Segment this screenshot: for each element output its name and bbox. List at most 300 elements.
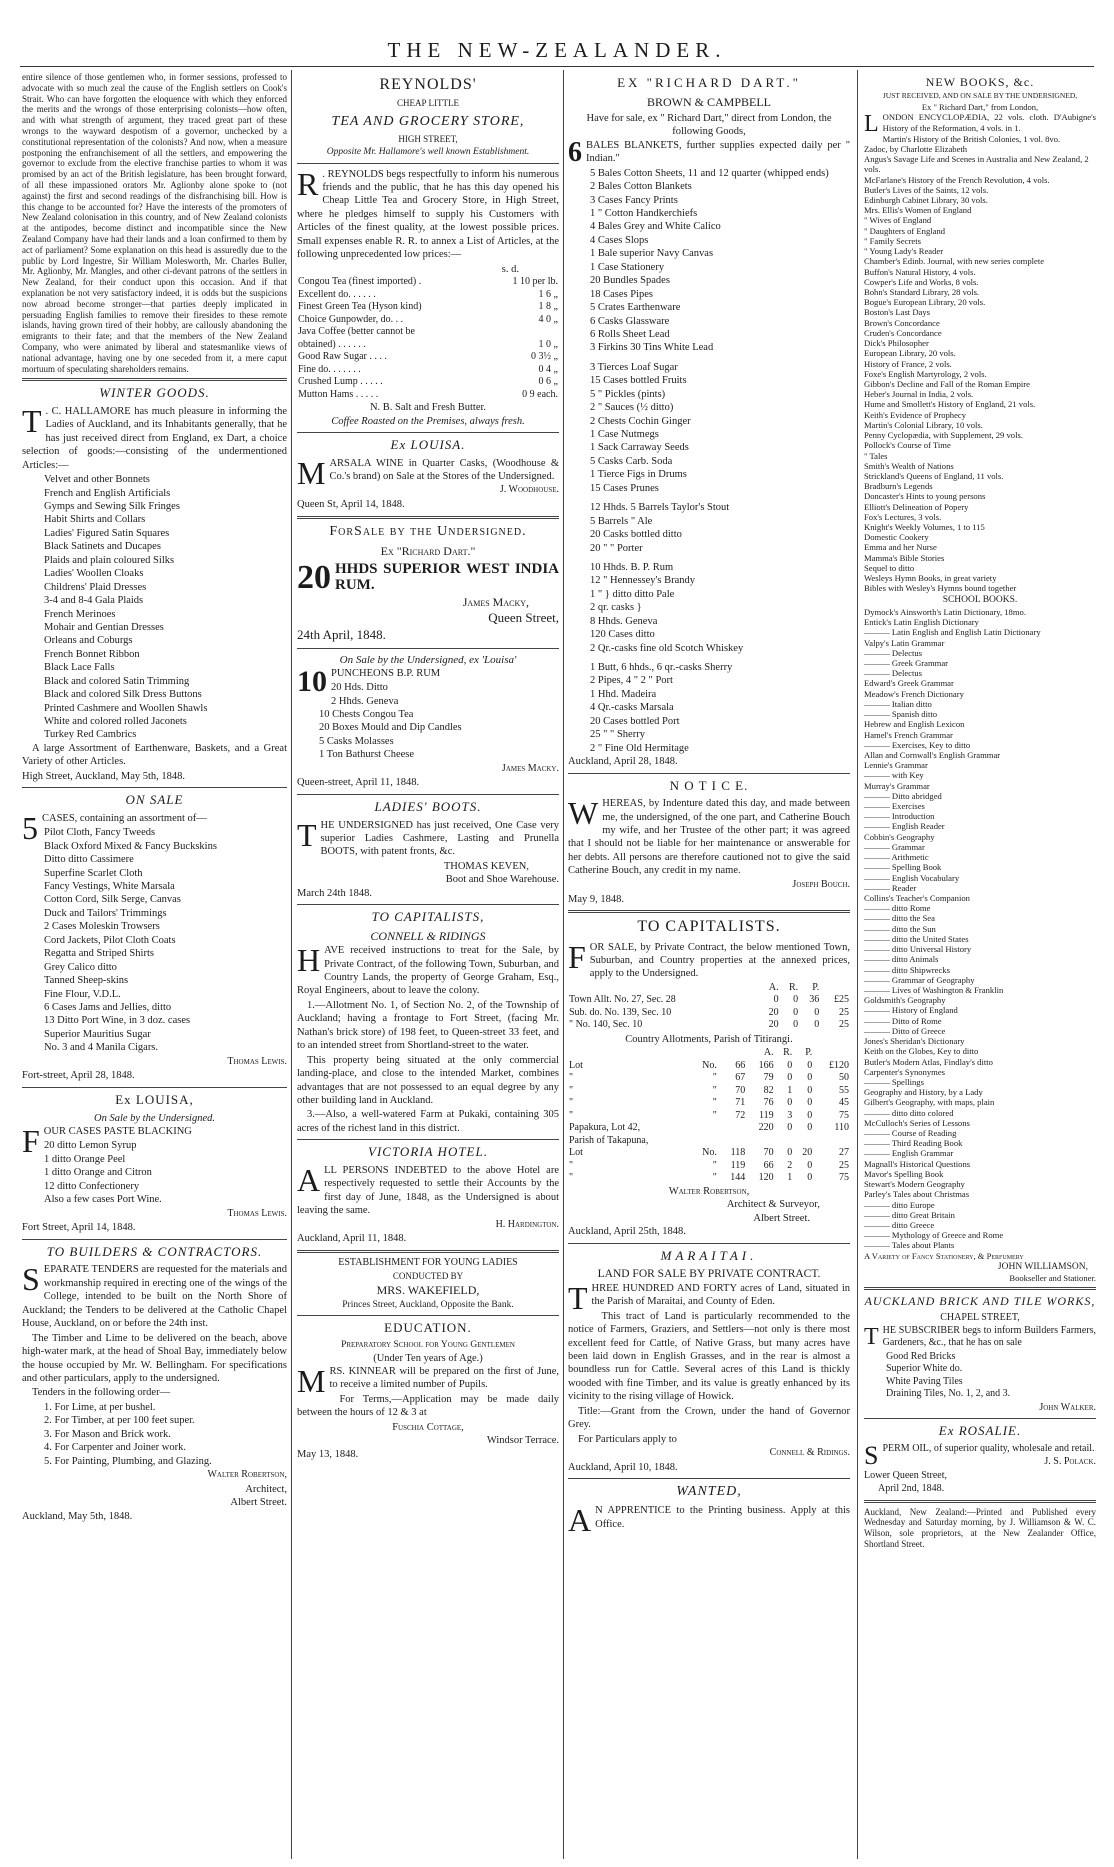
divider	[22, 378, 287, 381]
ad-text: BALES BLANKETS, further supplies expected daily per " Indian."	[586, 139, 850, 165]
list-item: Butler's Lives of the Saints, 12 vols.	[864, 184, 989, 195]
list-item: Superfine Scarlet Cloth	[44, 867, 143, 879]
list-item: Orleans and Coburgs	[44, 635, 133, 647]
list-item: Cowper's Life and Works, 8 vols.	[864, 276, 979, 287]
divider	[297, 516, 559, 519]
ad-firm: BROWN & CAMPBELL	[646, 94, 771, 109]
list-item: 8 Hhds. Geneva	[590, 615, 658, 627]
list-item: Fine Flour, V.D.L.	[44, 988, 121, 1000]
list-item: ——— Spelling Book	[864, 862, 942, 873]
list-item: Mavor's Spelling Book	[864, 1168, 944, 1179]
list-item: Foxe's English Martyrology, 2 vols.	[864, 368, 987, 379]
drop-cap: M	[297, 454, 326, 491]
maraitai-ad	[568, 1248, 850, 1475]
price-cell: 4 0 „	[538, 313, 558, 325]
list-item: Mohair and Gentian Dresses	[44, 621, 164, 633]
list-item: ——— with Key	[864, 770, 924, 781]
ad-text: CASES, containing an assortment of—	[42, 812, 207, 824]
ad-text: ARSALA WINE in Quarter Casks, (Woodhouse & Co.'s brand) on Sale at the Stores of the Undersigned.	[329, 457, 559, 482]
drop-cap: T	[297, 816, 317, 853]
ad-heading: TO CAPITALISTS,	[371, 909, 485, 925]
ad-heading: LADIES' BOOTS.	[374, 798, 482, 814]
table-cell: 50	[839, 1072, 849, 1084]
imprint: Auckland, New Zealand:—Printed and Published every Wednesday and Saturday morning, by J. Williamson & W. C. Wilson, sole proprietors, at the New Zealander Office, Shortland Street.	[864, 1506, 1096, 1550]
table-cell	[690, 1122, 718, 1135]
table-cell: 0	[807, 1159, 813, 1171]
signature: Connell & Ridings.	[769, 1447, 850, 1459]
ad-heading: NEW BOOKS, &c.	[925, 75, 1035, 89]
hotel-ad	[297, 1144, 559, 1246]
list-item: ——— Latin English and English Latin Dictionary	[864, 627, 1041, 638]
list-item: ——— ditto Europe	[864, 1199, 935, 1210]
item-cell: Good Raw Sugar . . . .	[298, 351, 387, 363]
table-cell: 20	[768, 1019, 779, 1031]
list-item: McCulloch's Series of Lessons	[864, 1117, 970, 1128]
ad-text: HE UNDERSIGNED has just received, One Case very superior Ladies Cashmere, Lasting and Prunella BOOTS, with patent fronts, &c.	[320, 819, 559, 858]
list-item: Gymps and Sewing Silk Fringes	[44, 501, 180, 512]
masthead: THE NEW-ZEALANDER.	[387, 38, 727, 62]
ad-subheading: CONNELL & RIDINGS	[370, 928, 486, 943]
list-item: " Tales	[864, 450, 888, 461]
divider	[864, 1287, 1096, 1290]
table-cell: 25	[839, 1019, 849, 1031]
item-list	[864, 134, 1096, 594]
ad-text: A Variety of Fancy Stationery, & Perfumery	[864, 1250, 1024, 1261]
list-item: Allan and Cornwall's English Grammar	[864, 749, 1001, 760]
ad-text: . C. HALLAMORE has much pleasure in informing the Ladies of Auckland, and its Inhabitants generally, that he has just received direct from England, ex Dart, a choice selection of goods:—consisting of the undermentioned Articles:—	[22, 405, 287, 471]
list-item: Doncaster's Hints to young persons	[864, 491, 986, 502]
list-item: 18 Cases Pipes	[590, 288, 653, 300]
list-item: Also a few cases Port Wine.	[44, 1194, 162, 1206]
ad-date: Queen St, April 14, 1848.	[297, 499, 405, 511]
divider	[568, 773, 850, 774]
list-item: Draining Tiles, No. 1, 2, and 3.	[886, 1388, 1011, 1400]
list-item: Knight's Weekly Volumes, 1 to 115	[864, 522, 985, 533]
boots-ad	[297, 799, 559, 900]
richard-dart-ad	[568, 75, 850, 769]
column-rule	[563, 70, 564, 1859]
list-item: Heber's Journal in India, 2 vols.	[864, 389, 974, 400]
list-item: Zadoc, by Charlotte Elizabeth	[864, 143, 968, 154]
table-cell: 0	[807, 1109, 813, 1121]
table-caption: Parish of Takapuna,	[569, 1134, 649, 1146]
louisa-rum-ad	[297, 653, 559, 790]
divider	[297, 432, 559, 433]
ad-heading: ON SALE	[125, 792, 184, 808]
list-item: 5 " Pickles (pints)	[590, 388, 666, 400]
list-item: 1 ditto Orange and Citron	[44, 1167, 152, 1179]
list-item: Edward's Greek Grammar	[864, 678, 954, 689]
list-item: ——— English Vocabulary	[864, 872, 960, 883]
divider	[22, 787, 287, 788]
ad-text: This tract of Land is particularly recommended to the notice of Farmers, Graziers, and Settlers—not only is there most excellent feed for Cattle, of Native Grass, but many acres have been laid down in English Grasses, and in the rear is almost a boundless run for Cattle. Several acres of this Land is thickly wooded with fine Timber, and its value is greatly enhanced by its vicinity to the rising village of Howick.	[568, 1310, 850, 1403]
table-row	[568, 1160, 850, 1173]
ad-date: Queen-street, April 11, 1848.	[297, 777, 420, 789]
list-item: McFarlane's History of the French Revolution, 4 vols.	[864, 174, 1050, 185]
masthead-rule	[20, 66, 1094, 67]
signature: JOHN WILLIAMSON,	[997, 1261, 1088, 1272]
table-row	[297, 364, 559, 377]
ad-address: Windsor Terrace.	[486, 1435, 559, 1447]
list-item: Keith on the Globes, Key to ditto	[864, 1046, 979, 1057]
list-item: 1 Case Nutmegs	[590, 429, 659, 441]
drop-cap: M	[297, 1362, 326, 1399]
divider	[864, 1418, 1096, 1419]
table-caption: Country Allotments, Parish of Titirangi.	[625, 1033, 793, 1045]
wanted-ad	[568, 1483, 850, 1539]
list-item: ——— Grammar	[864, 841, 925, 852]
divider	[297, 1139, 559, 1140]
table-cell: "	[712, 1084, 717, 1096]
signature: John Walker.	[1039, 1401, 1096, 1413]
list-item: Ladies' Woollen Cloaks	[44, 568, 144, 580]
ad-text: PUNCHEONS B.P. RUM	[331, 667, 441, 679]
table-cell: 70	[763, 1147, 774, 1159]
list-item: 1 " } ditto ditto Pale	[590, 588, 675, 600]
list-item: 1 Case Stationery	[590, 261, 665, 273]
list-item: Edinburgh Cabinet Library, 30 vols.	[864, 195, 988, 206]
item-list	[864, 1351, 1096, 1401]
table-cell: 0	[793, 994, 799, 1006]
builders-ad	[22, 1244, 287, 1523]
table-cell: 0	[787, 1147, 793, 1159]
table-row	[568, 1110, 850, 1123]
list-item: Superior White do.	[886, 1363, 963, 1375]
drop-cap: 5	[22, 809, 38, 846]
table-cell: 1	[787, 1084, 793, 1096]
ad-date: Auckland, April 11, 1848.	[297, 1233, 407, 1245]
list-item: ——— ditto Greece	[864, 1220, 935, 1230]
ad-heading: TO BUILDERS & CONTRACTORS.	[46, 1243, 263, 1259]
list-item: 2 " Fine Old Hermitage	[590, 742, 689, 754]
ad-heading: EDUCATION.	[384, 1319, 472, 1335]
ad-text: 1.—Allotment No. 1, of Section No. 2, of the Township of Auckland; having a frontage to Fort Street, (facing Mr. Nathan's brick store) of 198 feet, to Queen-street 33 feet, and to an intended street from Shortland-street to the water.	[297, 999, 559, 1052]
item-list	[864, 607, 1096, 1251]
item-list	[568, 561, 850, 655]
table-cell: 76	[763, 1097, 774, 1109]
signature-title: Architect & Surveyor,	[726, 1199, 820, 1211]
table-cell: 36	[809, 994, 820, 1006]
list-item: ——— Delectus	[864, 668, 922, 679]
item-cell: Fine do. . . . . . .	[298, 363, 361, 375]
list-item: Black Satinets and Ducapes	[44, 541, 161, 553]
ad-heading: On Sale by the Undersigned, ex 'Louisa'	[339, 653, 517, 666]
table-row	[568, 994, 850, 1007]
capitalists-ad	[297, 909, 559, 1135]
list-item: ——— ditto the Sea	[864, 913, 935, 924]
ad-subheading: JUST RECEIVED, AND ON SALE BY THE UNDERSIGNED,	[882, 91, 1078, 101]
list-item: Mamma's Bible Stories	[864, 552, 945, 563]
ad-heading: AUCKLAND BRICK AND TILE WORKS,	[864, 1294, 1096, 1309]
table-row	[568, 1147, 850, 1160]
divider	[864, 1500, 1096, 1503]
drop-cap: S	[864, 1440, 879, 1470]
list-item: ——— Tales about Plants	[864, 1240, 955, 1251]
list-item: 1 Tierce Figs in Drums	[590, 469, 687, 481]
list-item: 6 Casks Glassware	[590, 315, 670, 327]
ad-heading: ForSale by the Undersigned.	[329, 523, 527, 539]
list-item: Dick's Philosopher	[864, 338, 929, 349]
table-row	[568, 1085, 850, 1098]
price-table	[297, 276, 559, 401]
item-list	[22, 1401, 287, 1468]
property-table	[568, 982, 850, 1032]
table-row	[568, 1072, 850, 1085]
signature-street: Queen Street,	[488, 610, 559, 626]
drop-cap: 20	[297, 558, 331, 596]
list-item: ——— Greek Grammar	[864, 657, 948, 668]
table-cell: "	[712, 1159, 717, 1171]
table-cell: 71	[735, 1097, 746, 1109]
list-item: White Paving Tiles	[886, 1375, 963, 1387]
signature-street: Albert Street.	[230, 1497, 287, 1509]
ad-text: EPARATE TENDERS are requested for the materials and workmanship required in erecting one of the wings of the College, intended to be built on the North Shore of Auckland; the Tenders to be delivered at the Catholic Chapel House, Auckland, on or before the 24th inst.	[22, 1264, 287, 1330]
list-item: Entick's Latin English Dictionary	[864, 617, 979, 628]
list-item: Ditto ditto Cassimere	[44, 854, 134, 866]
list-item: White and colored rolled Jaconets	[44, 716, 187, 727]
list-item: Chamber's Edinb. Journal, with new series complete	[864, 256, 1045, 267]
list-item: Good Red Bricks	[886, 1350, 956, 1362]
list-item: Habit Shirts and Collars	[44, 514, 146, 526]
list-item: Black and colored Silk Dress Buttons	[44, 689, 202, 701]
table-cell: No.	[702, 1059, 717, 1071]
list-item: Martin's History of the British Colonies, 1 vol. 8vo.	[882, 133, 1061, 144]
table-cell: 0	[814, 1019, 820, 1031]
new-books-ad	[864, 75, 1096, 1283]
item-cell: Finest Green Tea (Hyson kind)	[298, 301, 422, 313]
ad-text: OR SALE, by Private Contract, the below mentioned Town, Suburban, and Country properties at the annexed prices, apply to the Undersigned.	[589, 941, 850, 980]
list-item: Smith's Wealth of Nations	[864, 460, 954, 471]
list-item: 3 Cases Fancy Prints	[590, 194, 678, 206]
signature-title: Boot and Shoe Warehouse.	[445, 874, 559, 886]
list-item: Gilbert's Geography, with maps, plain	[864, 1097, 995, 1108]
table-cell: 166	[758, 1059, 774, 1071]
list-item: Bohn's Standard Library, 28 vols.	[864, 287, 980, 298]
ad-text: This property being situated at the only commercial landing-place, and close to the intended Market, combines advantages that are not possessed to an equal degree by any other building land in Auckland.	[297, 1054, 559, 1106]
ad-heading: N O T I C E.	[669, 777, 749, 793]
list-item: 5 Casks Carb. Soda	[590, 455, 673, 467]
list-item: ——— Exercises, Key to ditto	[864, 739, 971, 750]
list-item: ——— Delectus	[864, 647, 922, 658]
ad-text: A large Assortment of Earthenware, Baskets, and a Great Variety of other Articles.	[22, 742, 287, 768]
table-cell: 79	[763, 1072, 774, 1084]
ad-text: For Particulars apply to	[578, 1433, 677, 1445]
ad-subheading: CONDUCTED BY	[392, 1270, 464, 1281]
rum-ad	[297, 523, 559, 644]
price-cell: 0 3½ „	[531, 351, 558, 363]
ad-text: HEREAS, by Indenture dated this day, and made between me, the undersigned, of the one part, and Catherine Bouch my wife, and her Trustee of the other part; it was agreed that I should not be liable for her maintenance or answerable for her debts. All persons are therefore cautioned not to give the said Catherine Bouch, any credit in my name.	[568, 798, 850, 877]
list-item: Pilot Cloth, Fancy Tweeds	[44, 827, 156, 839]
list-item: 10 Chests Congou Tea	[319, 708, 414, 720]
list-item: " Young Lady's Reader	[864, 246, 944, 257]
list-item: 5. For Painting, Plumbing, and Glazing.	[44, 1455, 212, 1467]
drop-cap: H	[297, 942, 321, 979]
list-item: 20 Cases bottled Port	[590, 715, 680, 727]
table-cell: 45	[839, 1097, 849, 1109]
list-item: Fancy Vestings, White Marsala	[44, 881, 175, 892]
list-item: 20 ditto Lemon Syrup	[44, 1140, 137, 1152]
list-item: Cobbin's Geography	[864, 831, 935, 842]
list-item: History of France, 2 vols.	[864, 358, 952, 369]
table-cell: 75	[839, 1109, 849, 1121]
capitalists-property-ad	[568, 917, 850, 1238]
table-row	[297, 376, 559, 389]
table-row	[297, 276, 559, 289]
price-cell: 0 6 „	[538, 376, 558, 388]
ad-subheading: Ex " Richard Dart," from London,	[921, 102, 1039, 113]
table-cell: "	[569, 1159, 574, 1171]
column-rule	[857, 70, 858, 1859]
list-item: ——— Ditto of Greece	[864, 1025, 946, 1036]
list-item: Black Oxford Mixed & Fancy Buckskins	[44, 840, 217, 852]
list-item: Elliott's Delineation of Popery	[864, 501, 969, 512]
table-cell: "	[569, 1097, 574, 1109]
ad-heading: WANTED,	[676, 1484, 742, 1500]
list-item: 1 Ton Bathurst Cheese	[319, 749, 415, 761]
list-item: French Merinoes	[44, 608, 116, 620]
price-cell: 1 6 „	[538, 288, 558, 300]
ad-subheading: Preparatory School for Young Gentlemen	[341, 1340, 515, 1351]
list-item: Fox's Lectures, 3 vols.	[864, 511, 942, 522]
table-cell: 110	[834, 1122, 849, 1134]
list-item: Jones's Sheridan's Dictionary	[864, 1036, 965, 1047]
signature: J. Woodhouse.	[499, 484, 559, 496]
drop-cap: 10	[297, 664, 327, 698]
property-table	[568, 1047, 850, 1185]
divider	[22, 1239, 287, 1240]
table-cell: 70	[735, 1084, 746, 1096]
ad-heading: MARAITAI.	[660, 1247, 758, 1263]
table-row	[568, 1019, 850, 1032]
item-cell: Excellent do. . . . . .	[298, 288, 376, 300]
item-cell: Congou Tea (finest imported) .	[298, 276, 422, 288]
table-cell: 0	[793, 1006, 799, 1018]
column-header: A.	[763, 1047, 774, 1059]
list-item: 5 Barrels " Ale	[590, 515, 653, 527]
signature-street: Albert Street.	[753, 1212, 810, 1224]
item-list	[22, 473, 287, 742]
list-item: 1 Sack Carraway Seeds	[590, 442, 689, 454]
list-item: Bradburn's Legends	[864, 481, 933, 492]
table-cell: 25	[839, 1006, 849, 1018]
price-header: s. d.	[501, 263, 519, 275]
ad-date: May 9, 1848.	[568, 893, 624, 905]
table-cell: " No. 140, Sec. 10	[569, 1019, 643, 1031]
list-item: 3 Firkins 30 Tins White Lead	[590, 342, 714, 354]
list-item: Magnall's Historical Questions	[864, 1158, 971, 1169]
list-item: Valpy's Latin Grammar	[864, 637, 945, 648]
list-item: 13 Ditto Port Wine, in 3 doz. cases	[44, 1015, 191, 1027]
item-list	[22, 1139, 287, 1206]
ad-address: High Street, Auckland, May 5th, 1848.	[22, 770, 186, 782]
table-row	[297, 326, 559, 339]
price-cell: 1 0 „	[538, 338, 558, 350]
list-item: Geography and History, by a Lady	[864, 1087, 983, 1098]
signature: Walter Robertson,	[668, 1185, 750, 1197]
list-item: Mrs. Ellis's Women of England	[864, 205, 972, 216]
list-item: 4 Bales Grey and White Calico	[590, 221, 721, 233]
list-item: Grey Calico ditto	[44, 961, 117, 973]
table-cell: 220	[758, 1122, 774, 1134]
table-row	[297, 314, 559, 327]
table-cell: 27	[839, 1147, 849, 1159]
list-item: Carpenter's Synonymes	[864, 1066, 946, 1077]
ad-location: Opposite Mr. Hallamore's well known Establishment.	[326, 147, 530, 158]
table-cell: "	[712, 1097, 717, 1109]
table-cell: 0	[773, 994, 779, 1006]
table-row	[568, 1060, 850, 1073]
drop-cap: F	[568, 938, 586, 975]
ad-text: Have for sale, ex " Richard Dart," direct from London, the following Goods,	[586, 112, 832, 138]
winter-goods-ad	[22, 385, 287, 783]
ad-subheading: Ex "Richard Dart."	[380, 543, 476, 558]
drop-cap: S	[22, 1261, 40, 1298]
table-cell: 20	[768, 1006, 779, 1018]
ad-heading: VICTORIA HOTEL.	[368, 1144, 488, 1160]
ad-text: The Timber and Lime to be delivered on the beach, above high-water mark, at the head of Shoal Bay, immediately below the house occupied by Mr. W. Bellingham. For specifications and other particulars, apply to the undersigned.	[22, 1332, 287, 1384]
table-row	[568, 1172, 850, 1185]
table-cell: No.	[702, 1147, 717, 1159]
list-item: ——— Ditto of Rome	[864, 1015, 942, 1026]
list-item: 12 ditto Confectionery	[44, 1180, 140, 1192]
list-item: 1 Bale superior Navy Canvas	[590, 248, 714, 260]
ad-heading: REYNOLDS'	[379, 76, 477, 93]
list-item: 2 Bales Cotton Blankets	[590, 181, 692, 193]
list-item: Meadow's French Dictionary	[864, 688, 964, 699]
ad-text: Tenders in the following order—	[32, 1387, 171, 1399]
item-cell: Java Coffee (better cannot be	[298, 326, 415, 338]
divider	[568, 1243, 850, 1244]
list-item: Angus's Savage Life and Scenes in Australia and New Zealand, 2 vols.	[864, 154, 1089, 175]
list-item: 3 Tierces Loaf Sugar	[590, 361, 678, 373]
list-item: ——— Introduction	[864, 811, 935, 822]
column-header: P.	[805, 1047, 813, 1059]
ad-subheading: LAND FOR SALE BY PRIVATE CONTRACT.	[597, 1268, 821, 1281]
list-item: 6 Cases Jams and Jellies, ditto	[44, 1001, 172, 1013]
list-item: Stewart's Modern Geography	[864, 1179, 965, 1190]
ad-subheading: On Sale by the Undersigned.	[93, 1112, 216, 1124]
list-item: Murray's Grammar	[864, 780, 930, 791]
list-item: Bogue's European Library, 20 vols.	[864, 297, 986, 308]
column-3	[568, 72, 850, 1539]
list-item: ——— Spanish ditto	[864, 709, 938, 720]
list-item: 2 Hhds. Geneva	[331, 695, 399, 707]
signature: James Macky.	[501, 762, 559, 774]
table-cell: Lot	[569, 1059, 583, 1071]
list-item: 1 ditto Orange Peel	[44, 1153, 126, 1165]
notice-ad	[568, 778, 850, 906]
table-row	[568, 1097, 850, 1110]
table-cell: 118	[730, 1147, 746, 1159]
price-cell	[487, 326, 559, 339]
list-item: 2 Cases Moleskin Trowsers	[44, 921, 160, 933]
ad-heading: ESTABLISHMENT FOR YOUNG LADIES	[338, 1256, 518, 1268]
ad-text: 3.—Also, a well-watered Farm at Pukaki, containing 305 acres of the richest land in this district.	[297, 1109, 559, 1134]
item-list	[568, 167, 850, 355]
column-header: A.	[768, 981, 779, 993]
ad-date: April 2nd, 1848.	[878, 1483, 945, 1495]
list-item: 10 Hhds. B. P. Rum	[590, 561, 674, 573]
rosalie-ad	[864, 1423, 1096, 1495]
drop-cap: 6	[568, 136, 582, 168]
ad-date: Auckland, April 28, 1848.	[568, 756, 678, 768]
drop-cap: L	[864, 111, 879, 138]
table-cell: 55	[839, 1084, 849, 1096]
list-item: European Library, 20 vols.	[864, 348, 956, 359]
column-header: P.	[812, 981, 820, 993]
table-cell: 0	[807, 1097, 813, 1109]
list-item: Turkey Red Cambrics	[44, 729, 137, 741]
